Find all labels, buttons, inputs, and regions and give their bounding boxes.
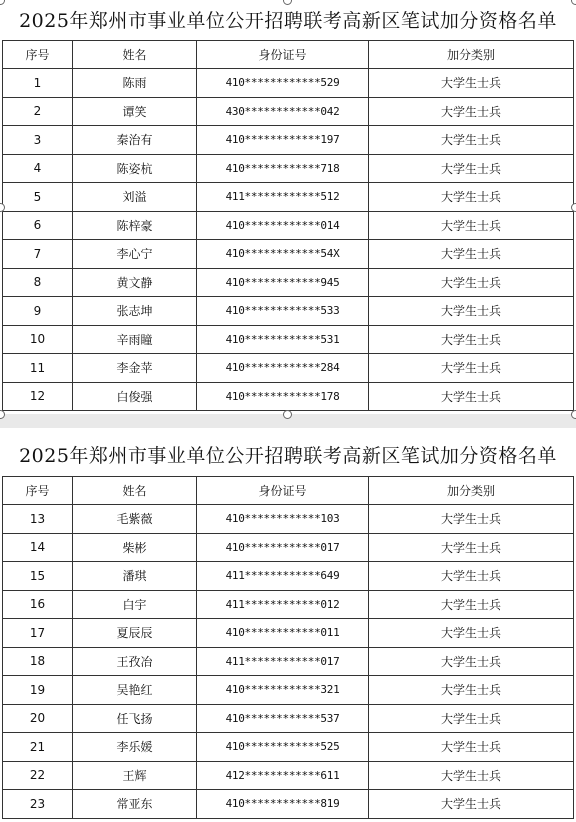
sheet-2 [0,428,576,822]
cell-id-number: 410************525 [197,733,369,762]
cell-index: 22 [3,761,73,790]
table-row [3,97,574,126]
cell-index: 16 [3,590,73,619]
cell-name: 潘琪 [73,562,197,591]
table-row [3,183,574,212]
cell-id-number: 411************017 [197,647,369,676]
cell-id-number: 410************014 [197,211,369,240]
resize-handle-bottom-right[interactable] [571,410,576,419]
table-row [3,619,574,648]
column-header: 加分类别 [369,41,574,69]
cell-name: 张志坤 [73,297,197,326]
cell-name: 王辉 [73,761,197,790]
cell-index: 10 [3,325,73,354]
cell-name: 白宇 [73,590,197,619]
table-body [3,505,574,819]
cell-index: 7 [3,240,73,269]
cell-name: 刘溢 [73,183,197,212]
cell-name: 夏辰辰 [73,619,197,648]
cell-name: 任飞扬 [73,704,197,733]
column-header: 姓名 [73,477,197,505]
cell-id-number: 410************321 [197,676,369,705]
column-header: 序号 [3,477,73,505]
column-header: 加分类别 [369,477,574,505]
cell-category: 大学生士兵 [369,562,574,591]
cell-id-number: 410************011 [197,619,369,648]
cell-id-number: 410************945 [197,268,369,297]
cell-id-number: 410************531 [197,325,369,354]
table-row [3,562,574,591]
cell-index: 18 [3,647,73,676]
cell-name: 李心宁 [73,240,197,269]
resize-handle-bottom-center[interactable] [283,410,292,419]
cell-id-number: 410************537 [197,704,369,733]
cell-category: 大学生士兵 [369,676,574,705]
cell-name: 辛雨瞳 [73,325,197,354]
cell-index: 2 [3,97,73,126]
cell-category: 大学生士兵 [369,382,574,411]
cell-index: 11 [3,354,73,383]
cell-index: 14 [3,533,73,562]
table-row [3,240,574,269]
column-header: 身份证号 [197,477,369,505]
table-row [3,154,574,183]
cell-category: 大学生士兵 [369,268,574,297]
cell-name: 李乐媛 [73,733,197,762]
cell-id-number: 410************197 [197,126,369,155]
cell-name: 毛紫薇 [73,505,197,534]
table-row [3,268,574,297]
cell-name: 陈姿杭 [73,154,197,183]
cell-index: 19 [3,676,73,705]
cell-name: 李金苹 [73,354,197,383]
cell-index: 15 [3,562,73,591]
table-row [3,382,574,411]
cell-id-number: 410************533 [197,297,369,326]
cell-category: 大学生士兵 [369,505,574,534]
table-row [3,505,574,534]
table-row [3,69,574,98]
cell-name: 王孜冶 [73,647,197,676]
page-title: 2025年郑州市事业单位公开招聘联考高新区笔试加分资格名单 [19,10,557,32]
cell-id-number: 410************017 [197,533,369,562]
cell-name: 吴艳红 [73,676,197,705]
cell-category: 大学生士兵 [369,704,574,733]
cell-category: 大学生士兵 [369,154,574,183]
cell-index: 9 [3,297,73,326]
cell-index: 1 [3,69,73,98]
cell-name: 陈梓豪 [73,211,197,240]
cell-category: 大学生士兵 [369,211,574,240]
cell-category: 大学生士兵 [369,97,574,126]
page-title: 2025年郑州市事业单位公开招聘联考高新区笔试加分资格名单 [19,445,557,467]
cell-index: 5 [3,183,73,212]
table-row [3,325,574,354]
cell-index: 20 [3,704,73,733]
cell-name: 秦治有 [73,126,197,155]
cell-id-number: 410************819 [197,790,369,819]
cell-category: 大学生士兵 [369,183,574,212]
cell-index: 12 [3,382,73,411]
table-body [3,69,574,411]
table-row [3,676,574,705]
header-row [3,41,574,69]
cell-index: 4 [3,154,73,183]
cell-category: 大学生士兵 [369,354,574,383]
column-header: 序号 [3,41,73,69]
cell-index: 21 [3,733,73,762]
cell-category: 大学生士兵 [369,533,574,562]
cell-category: 大学生士兵 [369,69,574,98]
table-row [3,211,574,240]
cell-name: 黄文静 [73,268,197,297]
cell-category: 大学生士兵 [369,325,574,354]
table-row [3,533,574,562]
table-row [3,590,574,619]
cell-index: 13 [3,505,73,534]
cell-id-number: 410************284 [197,354,369,383]
qualification-table [2,476,574,819]
table-row [3,126,574,155]
cell-category: 大学生士兵 [369,733,574,762]
cell-name: 白俊强 [73,382,197,411]
cell-id-number: 411************012 [197,590,369,619]
table-row [3,297,574,326]
resize-handle-middle-right[interactable] [571,203,576,212]
cell-category: 大学生士兵 [369,590,574,619]
header-row [3,477,574,505]
cell-id-number: 410************718 [197,154,369,183]
cell-id-number: 411************649 [197,562,369,591]
cell-category: 大学生士兵 [369,297,574,326]
cell-id-number: 412************611 [197,761,369,790]
cell-index: 3 [3,126,73,155]
table-row [3,733,574,762]
cell-id-number: 410************178 [197,382,369,411]
cell-category: 大学生士兵 [369,619,574,648]
cell-category: 大学生士兵 [369,790,574,819]
cell-id-number: 410************54X [197,240,369,269]
cell-category: 大学生士兵 [369,240,574,269]
table-row [3,704,574,733]
table-row [3,790,574,819]
cell-category: 大学生士兵 [369,126,574,155]
table-row [3,354,574,383]
cell-index: 8 [3,268,73,297]
qualification-table [2,40,574,411]
cell-id-number: 411************512 [197,183,369,212]
cell-name: 谭笑 [73,97,197,126]
table-row [3,761,574,790]
cell-id-number: 410************103 [197,505,369,534]
cell-name: 陈雨 [73,69,197,98]
cell-id-number: 430************042 [197,97,369,126]
cell-index: 6 [3,211,73,240]
cell-category: 大学生士兵 [369,761,574,790]
cell-index: 23 [3,790,73,819]
cell-name: 常亚东 [73,790,197,819]
cell-name: 柴彬 [73,533,197,562]
table-row [3,647,574,676]
column-header: 身份证号 [197,41,369,69]
cell-id-number: 410************529 [197,69,369,98]
cell-index: 17 [3,619,73,648]
column-header: 姓名 [73,41,197,69]
cell-category: 大学生士兵 [369,647,574,676]
